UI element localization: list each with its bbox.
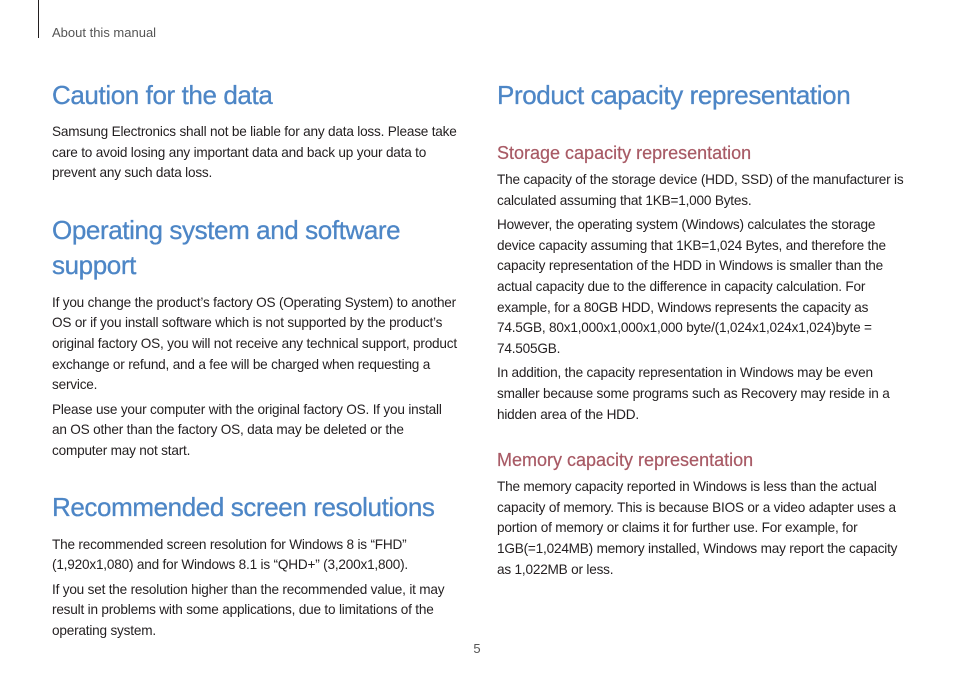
running-head: About this manual <box>52 25 157 40</box>
memory-paragraph: The memory capacity reported in Windows is less than the actual capacity of memory. This is because BIOS or a video adapter uses a portion of memory or claims it for further use. For example, for 1GB(=1,024MB) memory installed, Windows may report the capacity as 1,022MB or less. <box>497 479 898 577</box>
os-support-paragraph-1: If you change the product’s factory OS (Operating System) to another OS or if you install software which is not supported by the product’s original factory OS, you will not receive any technical support, product exchange or refund, and a fee will be charged when requesting a service. <box>52 294 457 393</box>
resolutions-paragraph-2: If you set the resolution higher than the recommended value, it may result in problems with some applications, due to limitations of the operating system. <box>52 581 445 638</box>
left-column <box>52 78 458 642</box>
margin-rule <box>38 0 39 38</box>
section-title-os-support: Operating system and software support <box>52 214 401 280</box>
right-column <box>497 78 905 580</box>
storage-paragraph-1: The capacity of the storage device (HDD, SSD) of the manufacturer is calculated assuming that 1KB=1,000 Bytes. <box>497 172 904 208</box>
section-title-resolutions: Recommended screen resolutions <box>52 491 435 522</box>
resolutions-paragraph-1: The recommended screen resolution for Windows 8 is “FHD” (1,920x1,080) and for Windows 8.1 is “QHD+” (3,200x1,800). <box>52 536 408 573</box>
section-title-caution: Caution for the data <box>52 80 273 110</box>
storage-paragraph-2: However, the operating system (Windows) calculates the storage device capacity assuming that 1KB=1,024 Bytes, and therefore the capacity representation of the HDD in Windows is smaller than the actual capacity due to the difference in capacity calculation. For example, for a 80GB HDD, Windows represents the capacity as 74.5GB, 80x1,000x1,000x1,000 byte/(1,024x1,024x1,024)byte = 74.505GB. <box>497 217 886 356</box>
caution-paragraph: Samsung Electronics shall not be liable for any data loss. Please take care to avoid losing any important data and back up your data to prevent any such data loss. <box>52 124 457 181</box>
subsection-title-memory: Memory capacity representation <box>497 450 754 471</box>
storage-paragraph-3: In addition, the capacity representation in Windows may be even smaller because some programs such as Recovery may reside in a hidden area of the HDD. <box>497 365 890 422</box>
os-support-paragraph-2: Please use your computer with the original factory OS. If you install an OS other than the factory OS, data may be deleted or the computer may not start. <box>52 401 442 458</box>
page-number: 5 <box>473 641 481 656</box>
subsection-title-storage: Storage capacity representation <box>497 143 752 163</box>
section-title-capacity: Product capacity representation <box>497 80 851 110</box>
